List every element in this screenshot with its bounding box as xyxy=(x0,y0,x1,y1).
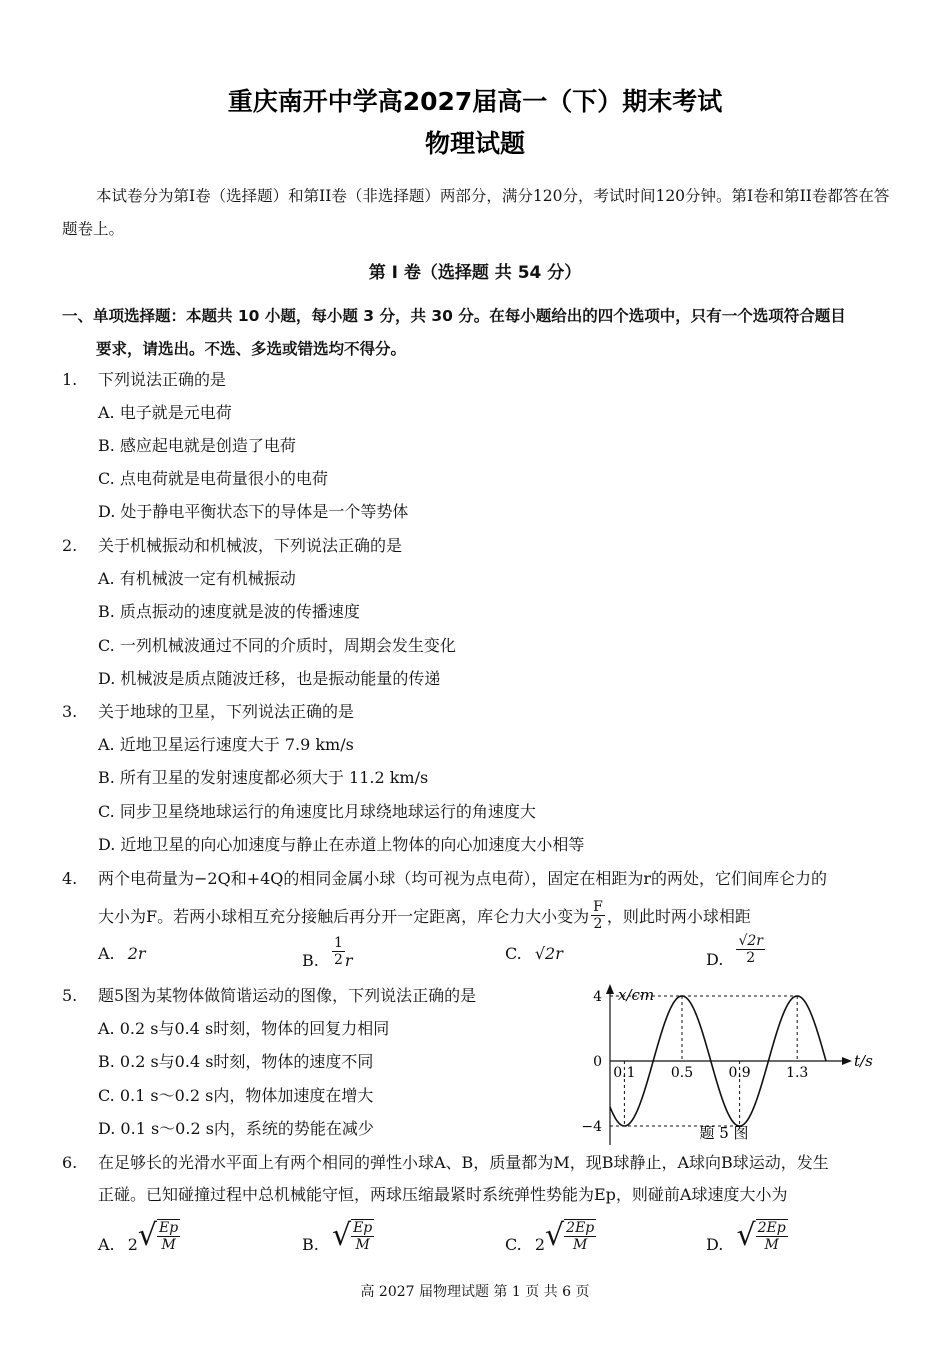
question-1-option-c: C. 点电荷就是电荷量很小的电荷 xyxy=(98,469,328,488)
question-4-option-d-frac-den: 2 xyxy=(746,950,756,966)
x-tick-label: 1.3 xyxy=(786,1065,809,1081)
y-tick-label: −4 xyxy=(581,1119,602,1135)
question-6-option-c xyxy=(505,1218,596,1253)
question-1-option-a: A. 电子就是元电荷 xyxy=(98,403,232,422)
question-6-option-c-frac xyxy=(564,1219,596,1253)
part-heading-line2: 要求，请选出。不选、多选或错选均不得分。 xyxy=(96,340,407,358)
figure-caption: 题 5 图 xyxy=(699,1124,749,1142)
question-5-option-b: B. 0.2 s与0.4 s时刻，物体的速度不同 xyxy=(98,1052,374,1071)
question-6-option-c-root-icon: √ xyxy=(545,1218,565,1253)
question-5-option-c: C. 0.1 s～0.2 s内，物体加速度在增大 xyxy=(98,1086,374,1105)
x-tick-label: 0.9 xyxy=(728,1065,751,1081)
question-6-option-a-coef: 2 xyxy=(127,1235,138,1254)
part-heading-line1: 一、单项选择题：本题共 10 小题，每小题 3 分，共 30 分。在每小题给出的四个选项中，只有一个选项符合题目 xyxy=(62,307,846,325)
y-tick-label: 0 xyxy=(593,1054,602,1070)
question-6-option-c-coef: 2 xyxy=(534,1235,546,1254)
question-2-option-d: D. 机械波是质点随波迁移，也是振动能量的传递 xyxy=(98,669,441,688)
question-6-stem-line2: 正碰。已知碰撞过程中总机械能守恒，两球压缩最紧时系统弹性势能为Ep，则碰前A球速度大小为 xyxy=(98,1185,788,1204)
question-6-option-d-label: D. xyxy=(706,1235,724,1254)
question-6-stem-line1: 在足够长的光滑水平面上有两个相同的弹性小球A、B，质量都为M，现B球静止，A球向B球运动，发生 xyxy=(98,1153,829,1172)
question-6-option-c-den: M xyxy=(573,1236,588,1253)
x-tick-label: 0.5 xyxy=(670,1065,694,1081)
question-4-option-b-label: B. xyxy=(302,951,319,970)
question-3-stem: 关于地球的卫星，下列说法正确的是 xyxy=(98,702,355,721)
question-1-option-b: B. 感应起电就是创造了电荷 xyxy=(98,436,296,455)
question-4-option-c xyxy=(505,944,563,963)
page-footer: 高 2027 届物理试题 第 1 页 共 6 页 xyxy=(360,1284,590,1300)
question-3-option-b: B. 所有卫星的发射速度都必须大于 11.2 km/s xyxy=(98,768,429,787)
question-6-option-b-num: Ep xyxy=(353,1219,373,1236)
question-4-option-c-label: C. xyxy=(505,944,522,963)
question-4-option-b-frac xyxy=(332,935,345,968)
question-6-option-b-den: M xyxy=(355,1236,370,1253)
question-4-option-d-frac-num: √2r xyxy=(738,933,763,949)
question-6-option-a-frac xyxy=(157,1219,180,1253)
y-axis-label: x/cm xyxy=(618,986,655,1004)
question-5-option-a: A. 0.2 s与0.4 s时刻，物体的回复力相同 xyxy=(98,1019,390,1038)
question-2-option-b: B. 质点振动的速度就是波的传播速度 xyxy=(98,602,360,621)
question-5-option-d: D. 0.1 s～0.2 s内，系统的势能在减少 xyxy=(98,1119,374,1138)
question-1-stem: 下列说法正确的是 xyxy=(98,370,227,389)
question-6-option-b xyxy=(302,1218,374,1253)
question-4-fraction-num: F xyxy=(593,899,603,915)
question-1-number: 1. xyxy=(62,370,78,389)
question-4-option-a-value: 2r xyxy=(127,944,146,963)
question-5-stem: 题5图为某物体做简谐运动的图像，下列说法正确的是 xyxy=(98,986,477,1005)
question-6-option-a-root-icon: √ xyxy=(137,1218,158,1253)
question-2-stem: 关于机械振动和机械波，下列说法正确的是 xyxy=(98,536,403,555)
question-6-option-d-num: 2Ep xyxy=(757,1219,786,1236)
section-title: 第 I 卷（选择题 共 54 分） xyxy=(368,263,582,283)
question-4-option-d-frac xyxy=(736,933,765,966)
question-4-number: 4. xyxy=(62,869,78,888)
question-2-option-c: C. 一列机械波通过不同的介质时，周期会发生变化 xyxy=(98,636,456,655)
question-1-option-d: D. 处于静电平衡状态下的导体是一个等势体 xyxy=(98,502,409,521)
question-5-chart xyxy=(576,980,886,1145)
question-4-option-b-frac-den: 2 xyxy=(333,952,343,968)
x-tick-label: 0.1 xyxy=(613,1065,636,1081)
question-6-option-c-label: C. xyxy=(505,1235,522,1254)
question-4-option-b-frac-num: 1 xyxy=(333,935,343,951)
question-6-option-d-den: M xyxy=(764,1236,779,1253)
x-axis-arrow xyxy=(842,1057,852,1065)
question-4-stem-line1: 两个电荷量为−2Q和+4Q的相同金属小球（均可视为点电荷），固定在相距为r的两处，它们间库仑力的 xyxy=(98,869,828,888)
exam-title: 重庆南开中学高2027届高一（下）期末考试 xyxy=(227,87,723,116)
x-axis-label: t/s xyxy=(854,1052,873,1070)
question-4-option-c-value: √2r xyxy=(534,944,563,963)
question-4-option-b xyxy=(302,935,353,968)
question-6-option-a xyxy=(98,1218,180,1253)
question-3-option-d: D. 近地卫星的向心加速度与静止在赤道上物体的向心加速度大小相等 xyxy=(98,835,585,854)
question-5-number: 5. xyxy=(62,986,78,1005)
question-4-option-b-value: r xyxy=(344,951,353,970)
question-6-option-b-frac xyxy=(351,1219,374,1253)
question-6-option-b-label: B. xyxy=(302,1235,319,1254)
question-4-fraction-den: 2 xyxy=(593,916,603,932)
question-6-option-b-root-icon: √ xyxy=(331,1218,352,1253)
question-6-option-a-den: M xyxy=(161,1236,176,1253)
question-4-option-a xyxy=(98,944,146,963)
chart-layer xyxy=(581,984,873,1145)
question-2-option-a: A. 有机械波一定有机械振动 xyxy=(98,569,296,588)
question-6-option-a-label: A. xyxy=(98,1235,115,1254)
question-4-option-a-label: A. xyxy=(98,944,115,963)
question-4-option-d xyxy=(706,933,765,969)
question-6-option-d-frac xyxy=(756,1219,788,1253)
y-tick-label: 4 xyxy=(593,989,602,1005)
question-6-number: 6. xyxy=(62,1153,78,1172)
question-6-option-d-root-icon: √ xyxy=(736,1218,756,1253)
question-6-option-d xyxy=(706,1218,788,1253)
question-3-option-a: A. 近地卫星运行速度大于 7.9 km/s xyxy=(98,735,354,754)
question-4-stem-line2b: ，则此时两小球相距 xyxy=(606,907,751,926)
question-4-stem-line2 xyxy=(98,901,751,934)
exam-intro: 本试卷分为第I卷（选择题）和第II卷（非选择题）两部分，满分120分，考试时间120分钟。第I卷和第II卷都答在答题卷上。 xyxy=(62,187,890,238)
question-4-option-d-label: D. xyxy=(706,950,724,969)
question-3-option-c: C. 同步卫星绕地球运行的角速度比月球绕地球运行的角速度大 xyxy=(98,802,536,821)
question-6-option-a-num: Ep xyxy=(159,1219,179,1236)
part-heading xyxy=(62,300,892,366)
question-4-fraction xyxy=(591,899,605,932)
exam-subtitle: 物理试题 xyxy=(424,129,525,158)
question-6-option-c-num: 2Ep xyxy=(566,1219,595,1236)
question-4-stem-line2a: 大小为F。若两小球相互充分接触后再分开一定距离，库仑力大小变为 xyxy=(98,907,590,926)
question-2-number: 2. xyxy=(62,536,78,555)
question-3-number: 3. xyxy=(62,702,78,721)
y-axis-arrow xyxy=(606,984,614,994)
